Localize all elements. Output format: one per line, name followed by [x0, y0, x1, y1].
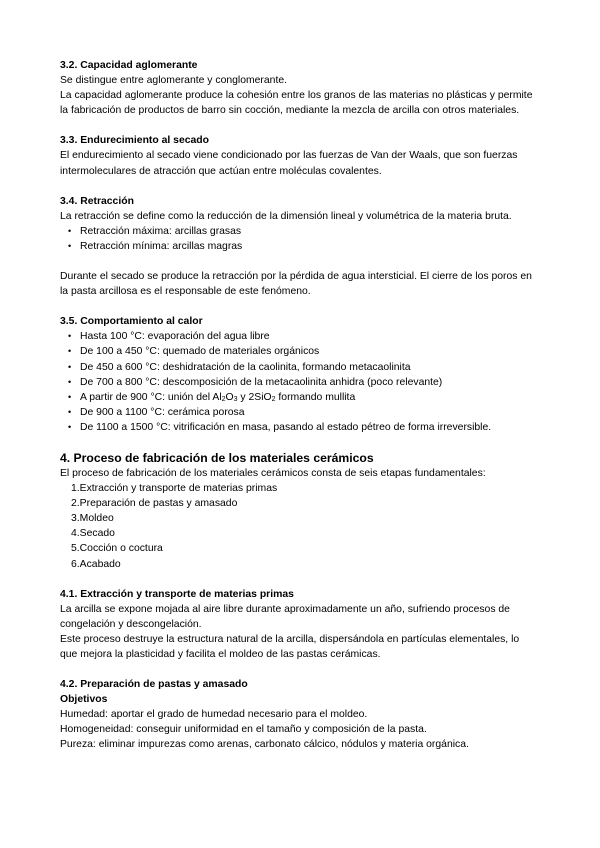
list-item: • De 1100 a 1500 °C: vitrificación en masa, pasando al estado pétreo de forma irreversible.: [80, 420, 538, 435]
item-text: formando mullita: [275, 391, 356, 403]
section-3-4: [60, 194, 538, 300]
list-number: 1.: [71, 483, 80, 495]
item-text: O: [225, 391, 234, 403]
list-number: 5.: [71, 543, 80, 555]
list-item: • Retracción mínima: arcillas magras: [80, 239, 538, 254]
list-item: • De 900 a 1100 °C: cerámica porosa: [80, 405, 538, 420]
list-label: Extracción y transporte de materias primas: [79, 483, 278, 495]
paragraph: La arcilla se expone mojada al aire libre durante aproximadamente un año, sufriendo procesos de congelación y descongelación.: [60, 603, 510, 630]
list-item: [71, 541, 538, 556]
list-item: • Hasta 100 °C: evaporación del agua libre: [80, 329, 538, 344]
list-item: [71, 557, 538, 572]
paragraph: La capacidad aglomerante produce la cohesión entre los granos de las materias no plásticas y permite la fabricación de productos de barro sin cocción, mediante la mezcla de arcilla con otros materiales.: [60, 90, 533, 117]
list-item: [71, 526, 538, 541]
list-label: Secado: [79, 528, 115, 540]
section-title: 3.3. Endurecimiento al secado: [60, 135, 209, 147]
subsection-title: Objetivos: [60, 694, 108, 706]
section-4-2: [60, 677, 538, 752]
list-item: • De 100 a 450 °C: quemado de materiales orgánicos: [80, 344, 538, 359]
list-label: Cocción o coctura: [79, 543, 163, 555]
list-label: Preparación de pastas y amasado: [79, 498, 238, 510]
bullet-list: [60, 224, 538, 254]
paragraph: El endurecimiento al secado viene condicionado por las fuerzas de Van der Waals, que son fuerzas intermoleculares de atracción que actúan entre moléculas covalentes.: [60, 150, 518, 177]
section-title: 3.5. Comportamiento al calor: [60, 316, 203, 328]
paragraph: La retracción se define como la reducción de la dimensión lineal y volumétrica de la materia bruta.: [60, 210, 512, 222]
bullet-list: [60, 329, 538, 435]
section-3-5: [60, 314, 538, 435]
paragraph: Este proceso destruye la estructura natural de la arcilla, dispersándola en partículas elementales, lo que mejora la plasticidad y facilita el moldeo de las pastas cerámicas.: [60, 633, 520, 660]
list-label: Acabado: [79, 558, 121, 570]
section-3-3: [60, 133, 538, 178]
list-item: • De 700 a 800 °C: descomposición de la metacaolinita anhidra (poco relevante): [80, 375, 538, 390]
list-item: [71, 481, 538, 496]
subscript: 3: [233, 395, 238, 403]
list-number: 6.: [71, 558, 80, 570]
paragraph: El proceso de fabricación de los materiales cerámicos consta de seis etapas fundamentales:: [60, 467, 486, 479]
numbered-list: [60, 481, 538, 572]
list-label: Moldeo: [79, 513, 114, 525]
paragraph: Pureza: eliminar impurezas como arenas, carbonato cálcico, nódulos y materia orgánica.: [60, 739, 469, 751]
section-3-2: [60, 58, 538, 118]
paragraph: Homogeneidad: conseguir uniformidad en el tamaño y composición de la pasta.: [60, 724, 427, 736]
section-title: 3.2. Capacidad aglomerante: [60, 60, 198, 71]
list-item: • Retracción máxima: arcillas grasas: [80, 224, 538, 239]
section-title: 4.1. Extracción y transporte de materias primas: [60, 588, 294, 600]
subscript: 2: [271, 395, 276, 403]
list-item: [71, 511, 538, 526]
section-title: 3.4. Retracción: [60, 195, 134, 207]
item-text: y 2SiO: [237, 391, 272, 403]
chapter-title: 4. Proceso de fabricación de los materiales cerámicos: [60, 450, 374, 465]
list-item: • De 450 a 600 °C: deshidratación de la caolinita, formando metacaolinita: [80, 360, 538, 375]
section-4-1: [60, 587, 538, 662]
section-4: [60, 450, 538, 572]
subscript: 2: [221, 395, 226, 403]
paragraph: Humedad: aportar el grado de humedad necesario para el moldeo.: [60, 709, 368, 721]
list-number: 2.: [71, 498, 80, 510]
list-item: [71, 496, 538, 511]
list-number: 3.: [71, 513, 80, 525]
list-number: 4.: [71, 528, 80, 540]
list-item: [80, 390, 538, 405]
section-title: 4.2. Preparación de pastas y amasado: [60, 679, 248, 691]
paragraph: Se distingue entre aglomerante y conglomerante.: [60, 75, 288, 87]
paragraph: Durante el secado se produce la retracción por la pérdida de agua intersticial. El cierre de los poros en la pasta arcillosa es el responsable de este fenómeno.: [60, 271, 532, 298]
item-text: A partir de 900 °C: unión del Al: [80, 391, 222, 403]
